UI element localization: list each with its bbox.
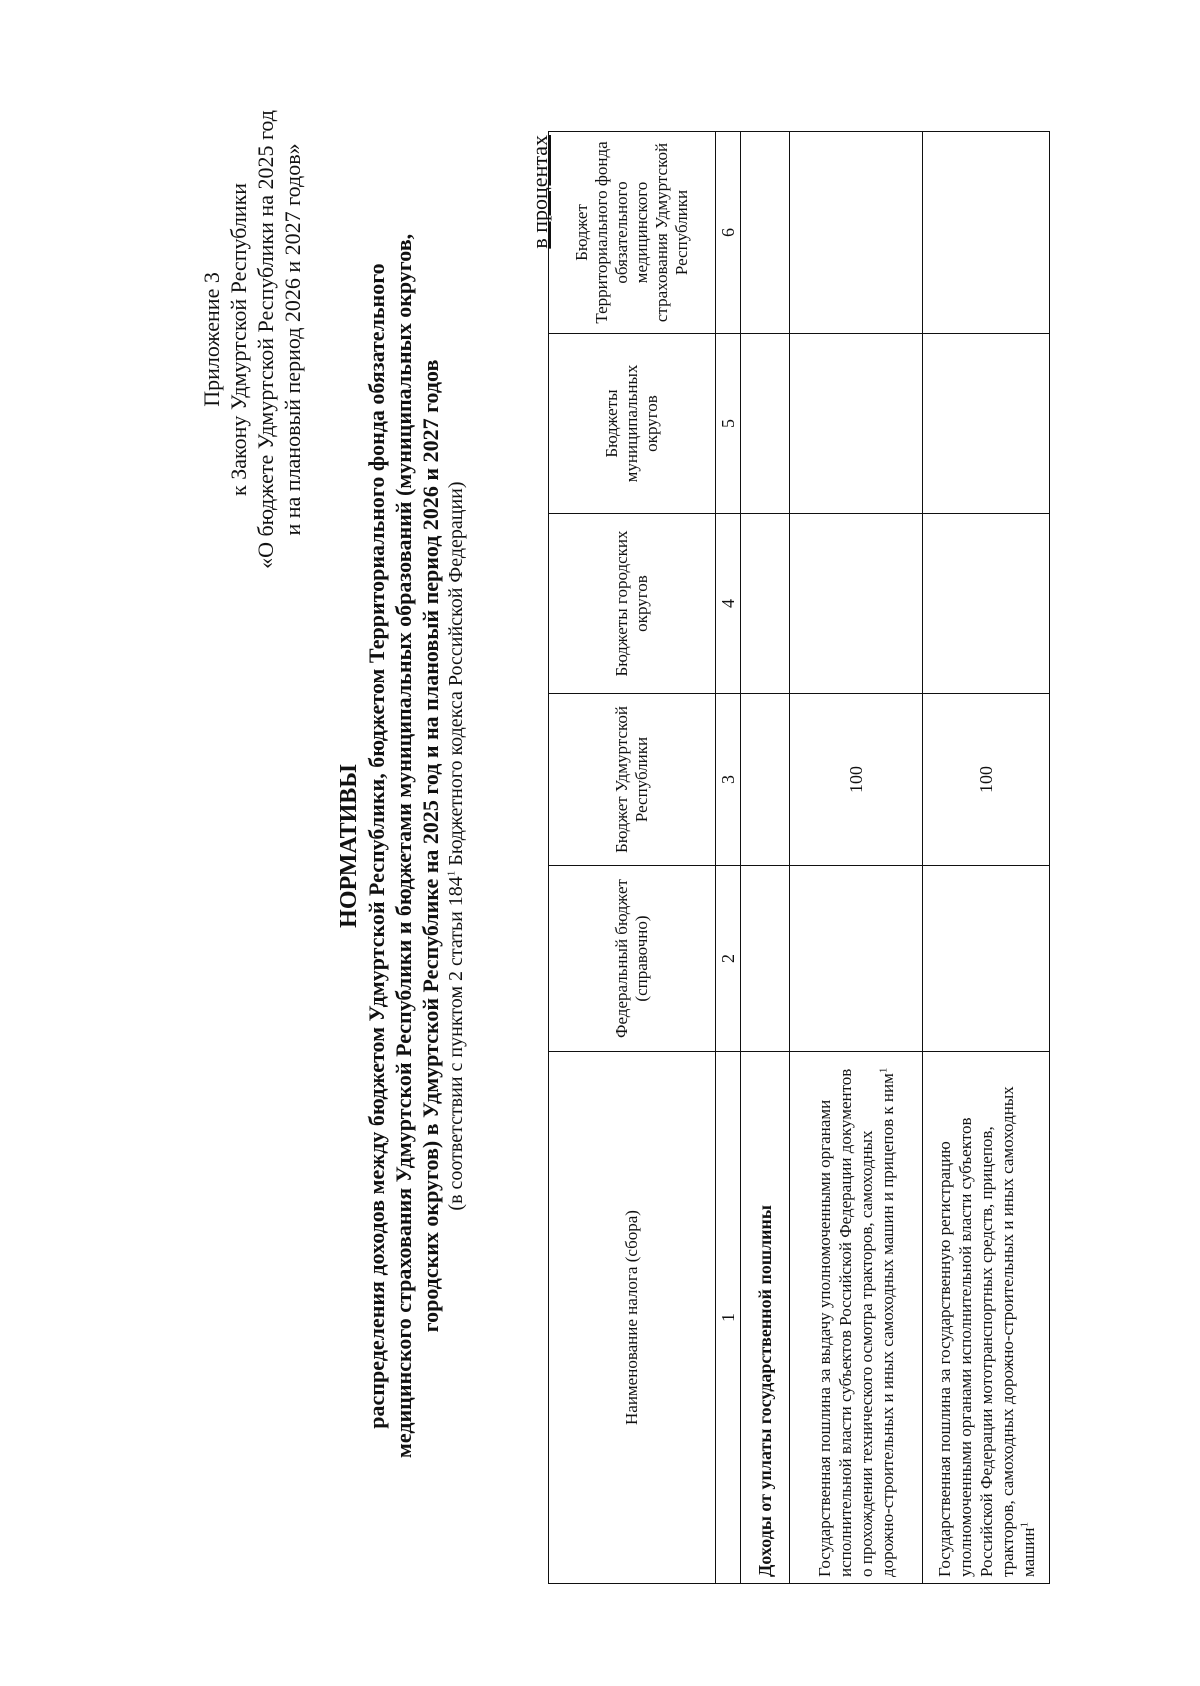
table-cell (741, 694, 790, 866)
footnote-mark: 1 (1017, 1522, 1030, 1528)
header-city-districts: Бюджеты городских округов (549, 514, 716, 694)
header-oms-fund: Бюджет Территориального фонда обязательного медицинского страхования Удмуртской Республики (549, 132, 716, 334)
tax-name: Государственная пошлина за выдачу уполномоченными органами исполнительной власти субъектов Российской Федерации документов о прохождении технического осмотра тракторов, самоходных дорожно-строительных и иных самоходных машин и прицепов к ним (815, 1068, 897, 1577)
table-row (923, 132, 1050, 1584)
column-number: 1 (716, 1052, 741, 1584)
section-title-cell (741, 1052, 790, 1584)
header-federal: Федеральный бюджет (справочно) (549, 866, 716, 1052)
column-number: 4 (716, 514, 741, 694)
column-number: 5 (716, 334, 741, 514)
title-note-text: (в соответствии с пунктом 2 статьи 184 (445, 876, 467, 1211)
federal-value (923, 866, 1050, 1052)
header-republic: Бюджет Удмуртской Республики (549, 694, 716, 866)
document-title (335, 126, 469, 1566)
title-main: НОРМАТИВЫ (336, 764, 362, 928)
appendix-law: к Закону Удмуртской Республики (226, 182, 251, 496)
municipal-value (923, 334, 1050, 514)
republic-value: 100 (923, 694, 1050, 866)
table-cell (741, 514, 790, 694)
tax-name-cell (923, 1052, 1050, 1584)
republic-value: 100 (790, 694, 923, 866)
section-title: Доходы от уплаты государственной пошлины (754, 1205, 775, 1577)
fund-value (923, 132, 1050, 334)
appendix-number: Приложение 3 (199, 272, 224, 407)
table-cell (741, 132, 790, 334)
tax-name-cell (790, 1052, 923, 1584)
title-line-2: медицинского страхования Удмуртской Республики и бюджетами муниципальных образований (муниципальных округов, (391, 233, 416, 1459)
appendix-header (198, 110, 306, 569)
city-value (790, 514, 923, 694)
norms-table (548, 131, 1050, 1584)
title-note (444, 126, 469, 1566)
table-cell (741, 334, 790, 514)
table-header-row (549, 132, 716, 1584)
title-line-1: распределения доходов между бюджетом Удмуртской Республики, бюджетом Территориального фонда обязательного (364, 263, 389, 1429)
table-cell (741, 866, 790, 1052)
appendix-law-title: «О бюджете Удмуртской Республики на 2025 год (253, 110, 278, 569)
appendix-law-period: и на плановый период 2026 и 2027 годов» (280, 143, 305, 536)
title-note-text-end: Бюджетного кодекса Российской Федерации) (445, 481, 467, 871)
section-row (741, 132, 790, 1584)
column-number: 6 (716, 132, 741, 334)
header-municipal-districts: Бюджеты муниципальных округов (549, 334, 716, 514)
column-number: 3 (716, 694, 741, 866)
table-row (790, 132, 923, 1584)
column-number-row (716, 132, 741, 1584)
fund-value (790, 132, 923, 334)
municipal-value (790, 334, 923, 514)
federal-value (790, 866, 923, 1052)
unit-label: в процентах (527, 135, 552, 249)
title-note-superscript: 1 (445, 870, 458, 877)
tax-name: Государственная пошлина за государственную регистрацию уполномоченными органами исполнительной власти субъектов Российской Федерации мототранспортных средств, прицепов, тракторов, самоходных дорожно-строительных и иных самоходных машин (934, 1086, 1038, 1577)
header-tax-name: Наименование налога (сбора) (549, 1052, 716, 1584)
city-value (923, 514, 1050, 694)
footnote-mark: 1 (877, 1067, 890, 1074)
column-number: 2 (716, 866, 741, 1052)
title-line-3: городских округов) в Удмуртской Республике на 2025 год и на плановый период 2026 и 2027 годов (418, 359, 443, 1333)
